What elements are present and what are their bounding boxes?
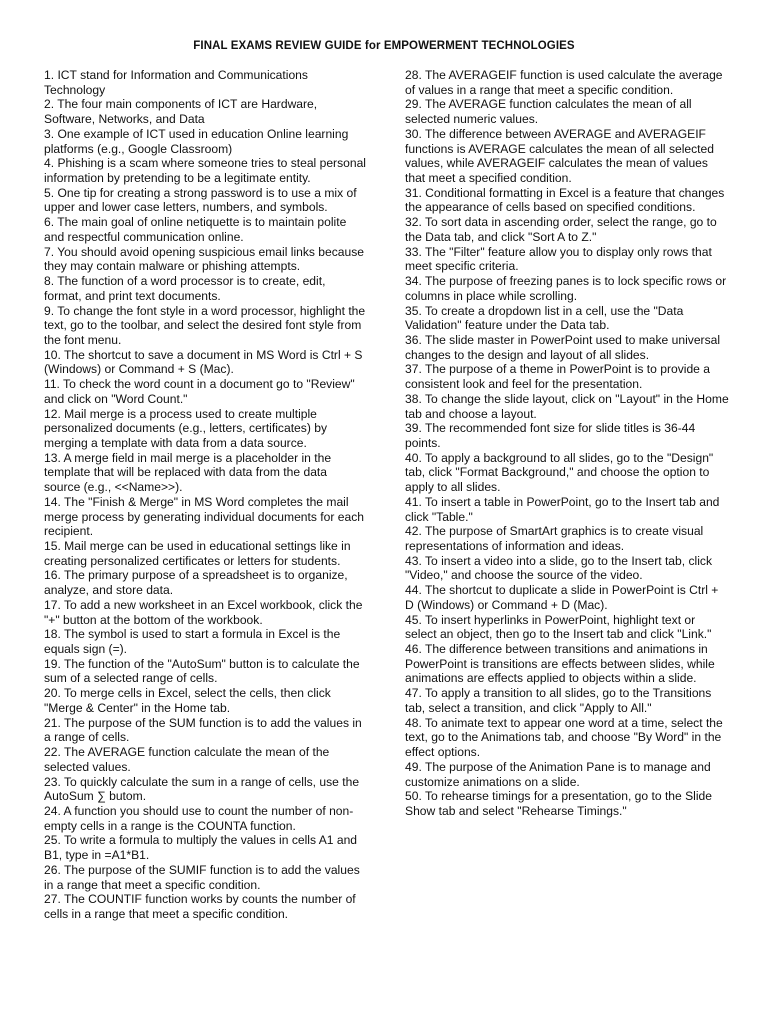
review-item: 24. A function you should use to count the number of non-empty cells in a range is the COUNTA function. <box>44 803 354 833</box>
review-item: 39. The recommended font size for slide titles is 36-44 points. <box>405 421 696 450</box>
review-item: 10. The shortcut to save a document in MS Word is Ctrl + S (Windows) or Command + S (Mac). <box>44 347 363 377</box>
review-item: 44. The shortcut to duplicate a slide in PowerPoint is Ctrl + D (Windows) or Command + D (Mac). <box>405 583 719 612</box>
review-item: 22. The AVERAGE function calculate the mean of the selected values. <box>44 745 330 774</box>
document-title: FINAL EXAMS REVIEW GUIDE for EMPOWERMENT TECHNOLOGIES <box>193 40 575 52</box>
review-item: 41. To insert a table in PowerPoint, go to the Insert tab and click "Table." <box>405 494 720 524</box>
review-item: 15. Mail merge can be used in educational settings like in creating personalized certificates or letters for students. <box>44 539 351 568</box>
review-item: 21. The purpose of the SUM function is to add the values in a range of cells. <box>44 715 362 745</box>
review-item: 46. The difference between transitions and animations in PowerPoint is transitions are effects between slides, while animations are effects applied to objects within a slide. <box>405 642 715 686</box>
review-item: 35. To create a dropdown list in a cell, use the "Data Validation" feature under the Data tab. <box>405 303 684 333</box>
review-item: 13. A merge field in mail merge is a placeholder in the template that will be replaced with data from the data source (e.g., <<Name>>). <box>44 450 332 495</box>
review-item: 47. To apply a transition to all slides, go to the Transitions tab, select a transition, and click "Apply to All." <box>405 686 712 715</box>
review-item: 45. To insert hyperlinks in PowerPoint, highlight text or select an object, then go to the Insert tab and click "Link." <box>405 612 712 642</box>
review-item: 40. To apply a background to all slides, go to the "Design" tab, click "Format Background," and choose the option to apply to all slides. <box>405 450 714 495</box>
review-item: 38. To change the slide layout, click on "Layout" in the Home tab and choose a layout. <box>405 391 729 421</box>
review-item: 36. The slide master in PowerPoint used to make universal changes to the design and layout of all slides. <box>405 332 721 362</box>
review-item: 3. One example of ICT used in education Online learning platforms (e.g., Google Classroom) <box>44 126 349 156</box>
review-item: 25. To write a formula to multiply the values in cells A1 and B1, type in =A1*B1. <box>44 833 358 863</box>
review-item: 8. The function of a word processor is to create, edit, format, and print text documents. <box>44 274 326 303</box>
review-item: 37. The purpose of a theme in PowerPoint is to provide a consistent look and feel for the presentation. <box>405 362 710 392</box>
review-item: 34. The purpose of freezing panes is to lock specific rows or columns in place while scrolling. <box>405 274 727 303</box>
review-item: 16. The primary purpose of a spreadsheet is to organize, analyze, and store data. <box>44 568 348 598</box>
review-item: 2. The four main components of ICT are Hardware, Software, Networks, and Data <box>44 97 318 127</box>
review-item: 19. The function of the "AutoSum" button is to calculate the sum of a selected range of cells. <box>44 656 360 686</box>
review-item: 5. One tip for creating a strong password is to use a mix of upper and lower case letters, numbers, and symbols. <box>44 185 357 215</box>
review-item: 6. The main goal of online netiquette is to maintain polite and respectful communication online. <box>44 215 347 244</box>
review-item: 50. To rehearse timings for a presentation, go to the Slide Show tab and select "Rehearse Timings." <box>405 789 713 818</box>
review-item: 20. To merge cells in Excel, select the cells, then click "Merge & Center" in the Home tab. <box>44 686 331 715</box>
review-item: 43. To insert a video into a slide, go to the Insert tab, click "Video," and choose the source of the video. <box>405 553 712 583</box>
review-item: 18. The symbol is used to start a formula in Excel is the equals sign (=). <box>44 627 341 657</box>
review-item: 14. The "Finish & Merge" in MS Word completes the mail merge process by generating individual documents for each recipient. <box>44 494 364 539</box>
review-item: 23. To quickly calculate the sum in a range of cells, use the AutoSum ∑ butom. <box>44 774 360 804</box>
review-item: 29. The AVERAGE function calculates the mean of all selected numeric values. <box>405 97 692 127</box>
review-item: 30. The difference between AVERAGE and AVERAGEIF functions is AVERAGE calculates the mean of all selected values, while AVERAGEIF calculates the mean of values that meet a specified condition. <box>405 126 714 186</box>
review-item: 31. Conditional formatting in Excel is a feature that changes the appearance of cells based on specified conditions. <box>405 185 725 215</box>
review-item: 1. ICT stand for Information and Communications Technology <box>44 68 308 97</box>
right-column <box>405 68 730 819</box>
review-item: 49. The purpose of the Animation Pane is to manage and customize animations on a slide. <box>405 759 711 789</box>
review-item: 27. The COUNTIF function works by counts the number of cells in a range that meet a specific condition. <box>44 892 356 921</box>
review-item: 28. The AVERAGEIF function is used calculate the average of values in a range that meet a specific condition. <box>405 68 723 97</box>
review-item: 12. Mail merge is a process used to create multiple personalized documents (e.g., letters, certificates) by merging a template with data from a data source. <box>44 406 327 450</box>
review-item: 17. To add a new worksheet in an Excel workbook, click the "+" button at the bottom of the workbook. <box>44 597 363 627</box>
left-column <box>44 68 366 922</box>
review-item: 32. To sort data in ascending order, select the range, go to the Data tab, and click "Sort A to Z." <box>405 215 717 244</box>
review-item: 9. To change the font style in a word processor, highlight the text, go to the toolbar, and select the desired font style from the font menu. <box>44 303 366 347</box>
review-item: 4. Phishing is a scam where someone tries to steal personal information by pretending to be a legitimate entity. <box>44 156 366 186</box>
review-item: 26. The purpose of the SUMIF function is to add the values in a range that meet a specific condition. <box>44 862 360 892</box>
review-item: 48. To animate text to appear one word at a time, select the text, go to the Animations tab, and choose "By Word" in the effect options. <box>405 715 723 760</box>
review-item: 33. The "Filter" feature allow you to display only rows that meet specific criteria. <box>405 244 712 274</box>
review-item: 42. The purpose of SmartArt graphics is to create visual representations of information and ideas. <box>405 524 704 553</box>
review-item: 7. You should avoid opening suspicious email links because they may contain malware or phishing attempts. <box>44 244 365 274</box>
review-item: 11. To check the word count in a document go to "Review" and click on "Word Count." <box>44 377 355 406</box>
